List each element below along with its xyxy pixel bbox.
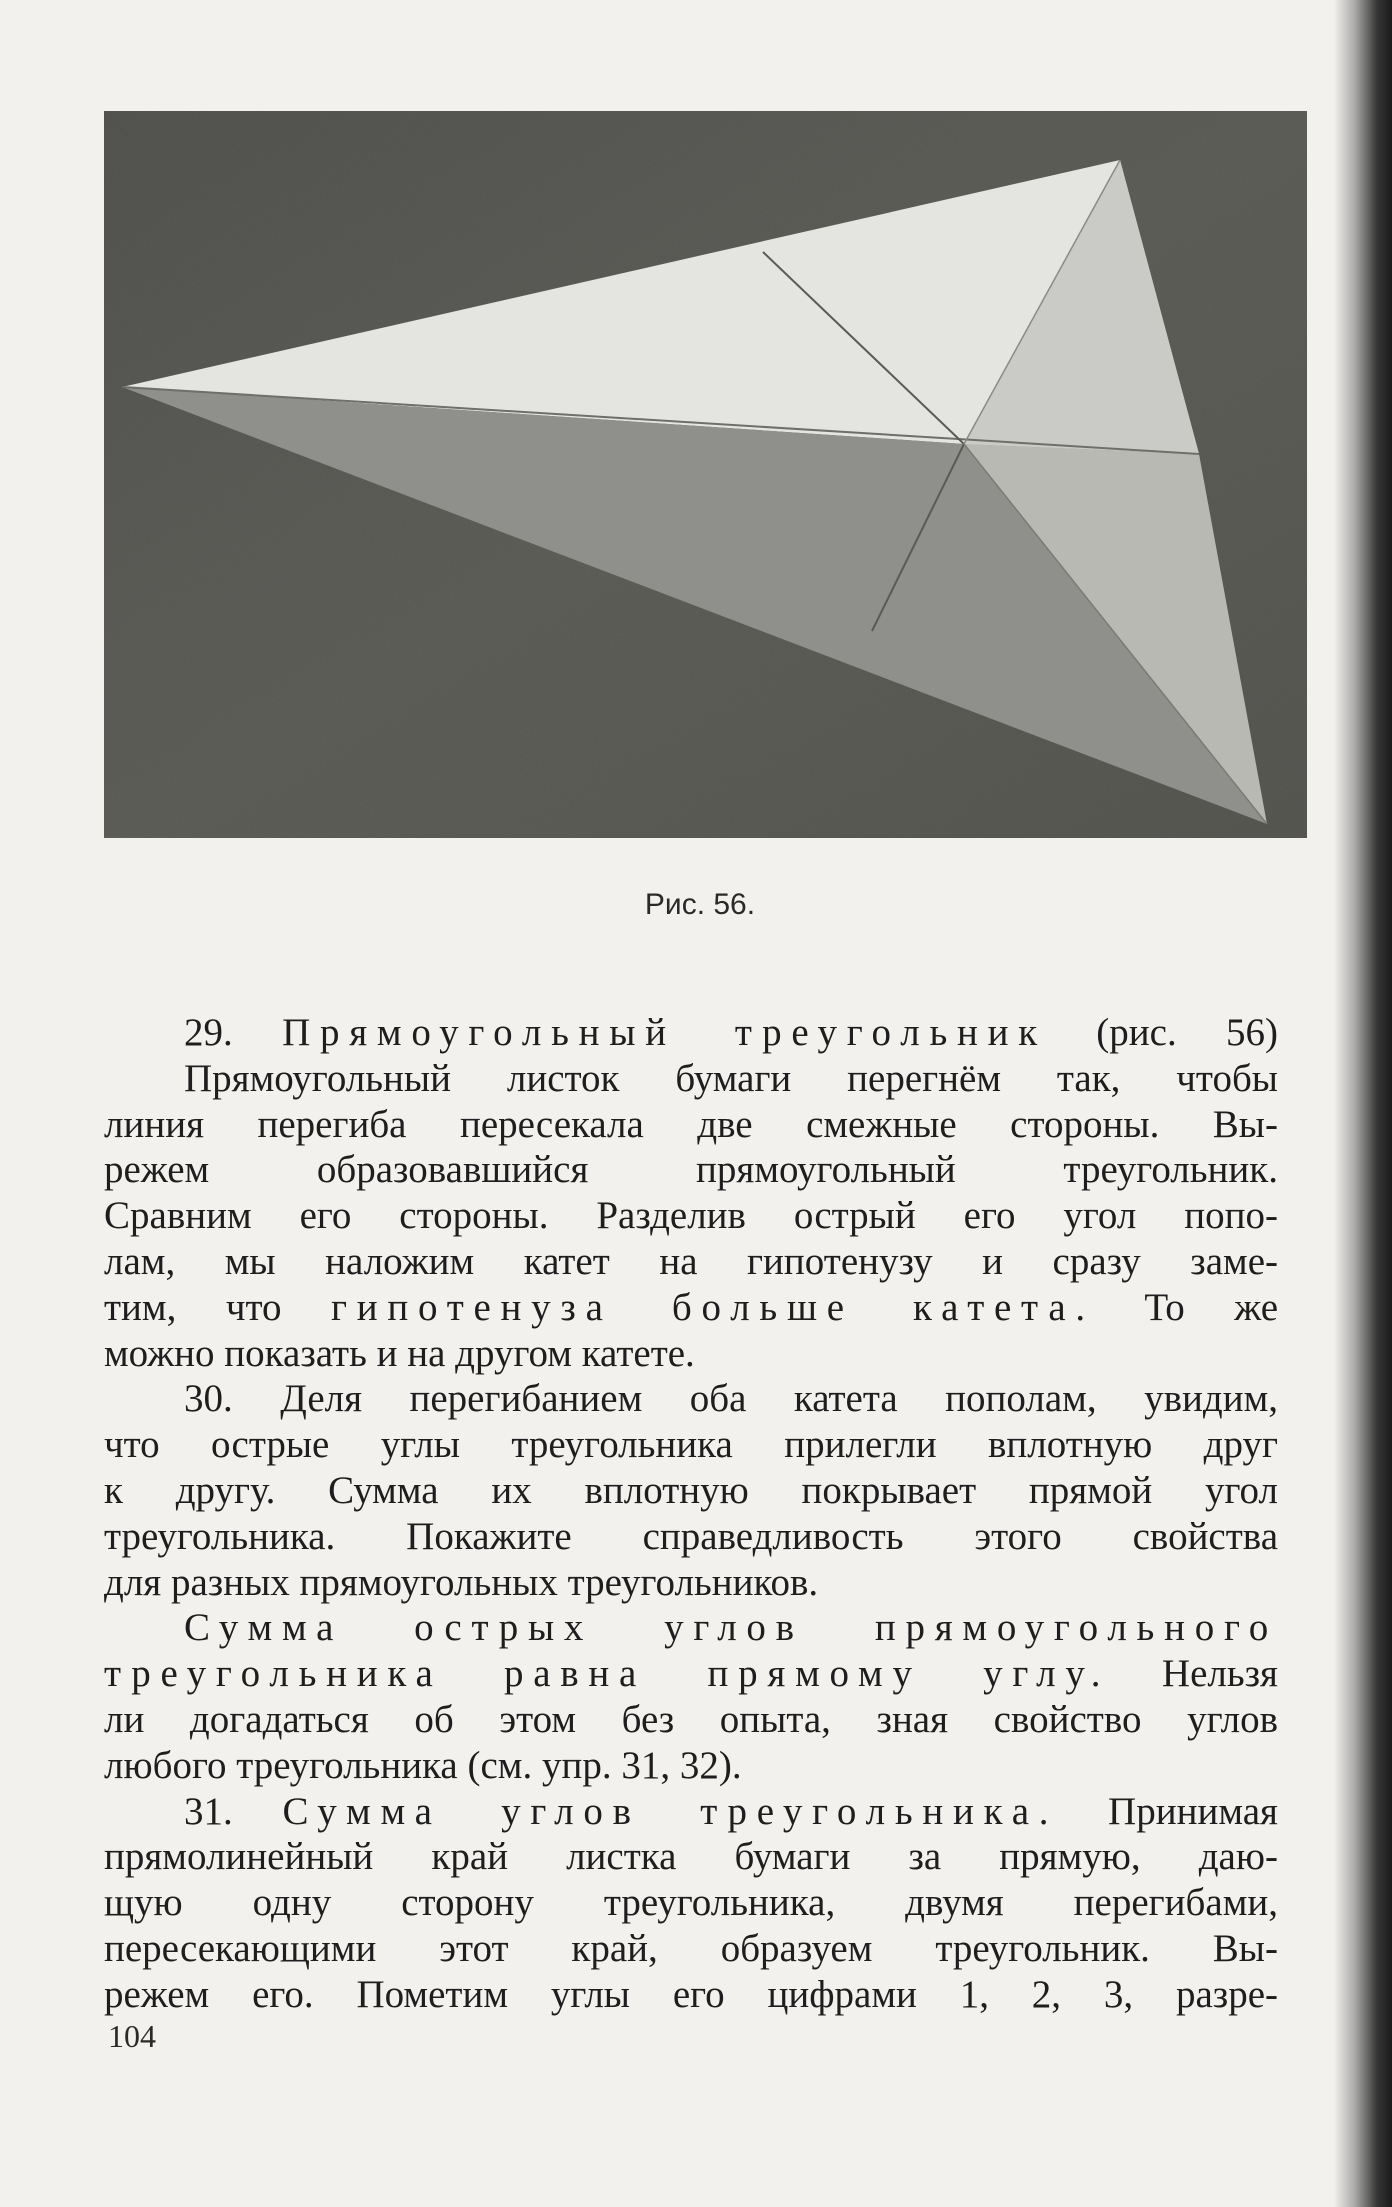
- p29-line-7: [104, 1285, 1278, 1331]
- rule-line-1: Сумма острых углов прямоугольного: [184, 1606, 1278, 1650]
- p29-line-1: [104, 1010, 1278, 1056]
- p29-heading: Прямоугольный треугольник: [282, 1011, 1047, 1054]
- p31-heading: Сумма углов треугольника.: [282, 1789, 1059, 1833]
- p30-line-1: [104, 1376, 1278, 1422]
- folded-triangle-image: [104, 111, 1307, 838]
- p29-line-8: можно показать и на другом катете.: [104, 1331, 695, 1375]
- p31-line-3: щую одну сторону треугольника, двумя перегибами,: [104, 1881, 1278, 1925]
- p31-line-5: режем его. Пометим углы его цифрами 1, 2, 3, разре-: [104, 1972, 1278, 2016]
- rule-line-2-a: треугольника равна прямому углу.: [104, 1652, 1111, 1696]
- book-spine-shadow: [1334, 0, 1392, 2207]
- p29-line-7-a: тим, что: [104, 1285, 282, 1329]
- p31-line-1-text: Принимая: [1108, 1789, 1278, 1833]
- p29-line-7-b: гипотенуза больше катета.: [330, 1285, 1095, 1329]
- p31-line-2: прямолинейный край листка бумаги за прямую, даю-: [104, 1835, 1278, 1879]
- rule-line-4: любого треугольника (см. упр. 31, 32).: [104, 1743, 742, 1787]
- p29-line-4: режем образовавшийся прямоугольный треугольник.: [104, 1148, 1278, 1192]
- p30-line-2: что острые углы треугольника прилегли вплотную друг: [104, 1423, 1278, 1467]
- p31-number: 31.: [184, 1789, 233, 1833]
- rule-line-2-b: Нельзя: [1161, 1652, 1278, 1696]
- p31-line-1: [104, 1789, 1278, 1835]
- p29-line-2: Прямоугольный листок бумаги перегнём так, чтобы: [184, 1056, 1278, 1100]
- p29-figure-ref: (рис. 56): [1096, 1011, 1278, 1054]
- p30-line-4: треугольника. Покажите справедливость этого свойства: [104, 1514, 1278, 1558]
- p30-line-5: для разных прямоугольных треугольников.: [104, 1560, 819, 1604]
- body-text: [104, 1010, 1278, 2018]
- p30-number: 30.: [184, 1377, 233, 1421]
- p29-line-3: линия перегиба пересекала две смежные стороны. Вы-: [104, 1102, 1278, 1146]
- p29-line-7-c: То же: [1144, 1285, 1278, 1329]
- figure-caption: Рис. 56.: [644, 888, 756, 921]
- page-number: 104: [108, 2018, 156, 2054]
- p31-line-4: пересекающими этот край, образуем треугольник. Вы-: [104, 1926, 1278, 1970]
- p29-line-6: лам, мы наложим катет на гипотенузу и сразу заме-: [104, 1239, 1278, 1283]
- p30-line-3: к другу. Сумма их вплотную покрывает прямой угол: [104, 1468, 1278, 1512]
- p29-number: 29.: [184, 1011, 233, 1054]
- rule-line-2: [104, 1651, 1278, 1697]
- p30-line-1-text: Деля перегибанием оба катета пополам, увидим,: [280, 1377, 1278, 1421]
- p29-line-5: Сравним его стороны. Разделив острый его угол попо-: [104, 1194, 1278, 1238]
- figure-photo: [104, 111, 1307, 838]
- rule-line-3: ли догадаться об этом без опыта, зная свойство углов: [104, 1697, 1278, 1741]
